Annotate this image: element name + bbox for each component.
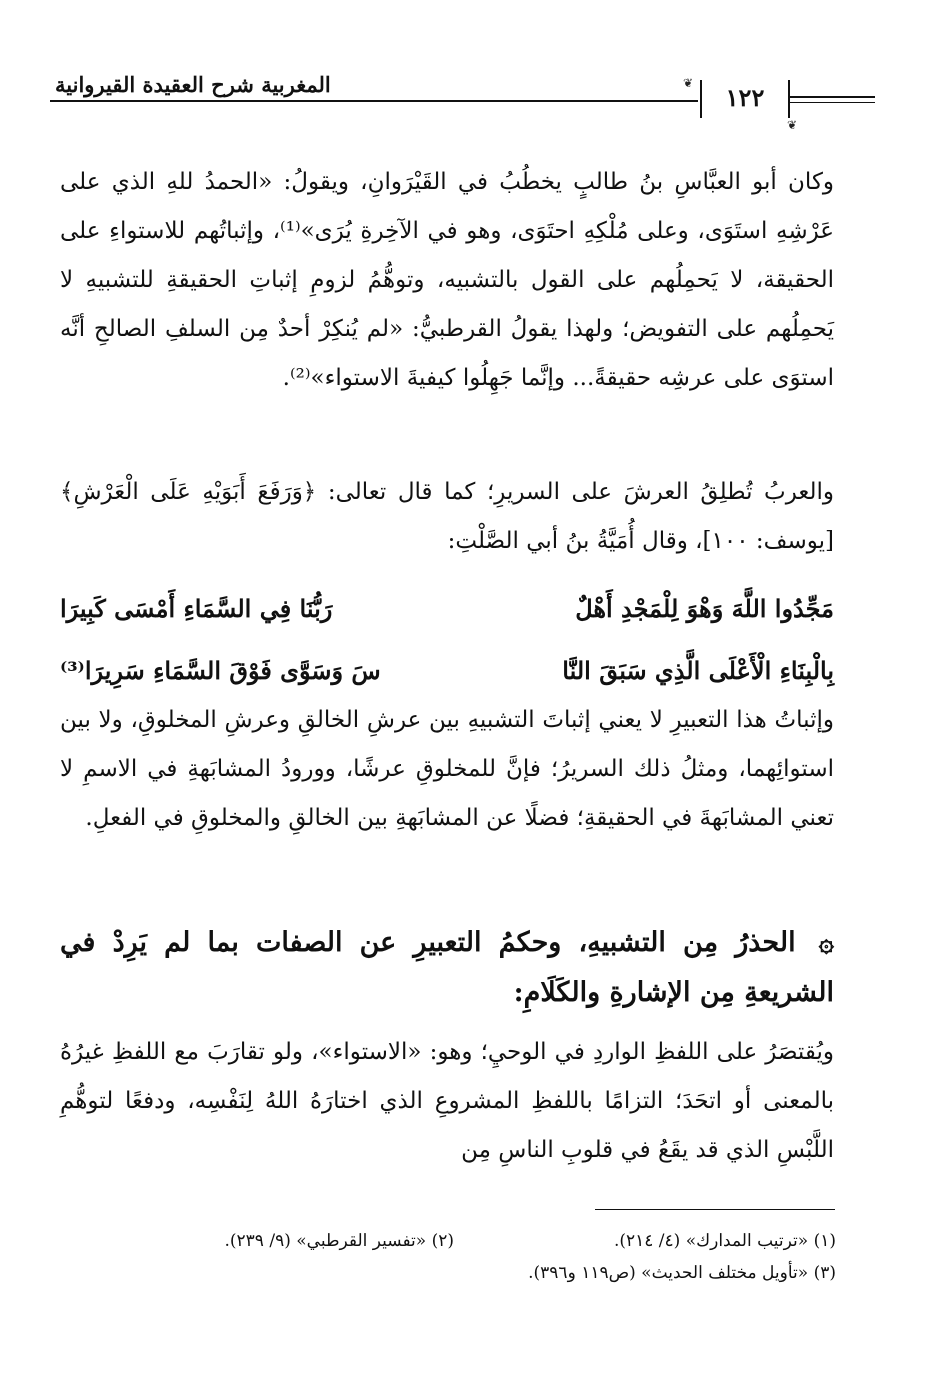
footnote: (١) «ترتيب المدارك» (٤/ ٢١٤). [613,1231,836,1251]
verse-hemistich: سَ وَسَوَّى فَوْقَ السَّمَاءِ سَرِيرَا⁽³⁾ [60,656,381,685]
section-heading-text: الحذرُ مِن التشبيهِ، وحكمُ التعبيرِ عن الصفات بما لم يَرِدْ في الشريعةِ مِن الإشارةِ والكَلَامِ: [60,927,834,1008]
page-number: ١٢٢ [700,80,790,118]
ornament-icon: ❦ [683,76,694,90]
body-paragraph: ويُقتصَرُ على اللفظِ الواردِ في الوحيِ؛ وهو: «الاستواء»، ولو تقارَبَ مع اللفظِ غيرُهُ بالمعنى أو اتحَدَ؛ التزامًا باللفظِ المشروعِ الذي اختارَهُ اللهُ لِنَفْسِه، ودفعًا لتوهُّمِ اللَّبْسِ الذي قد يقَعُ في قلوبِ الناسِ مِن [60,1039,834,1163]
section-heading [60,918,834,1018]
header-rule [50,100,698,102]
footnote: (٣) «تأويل مختلف الحديث» (ص١١٩ و٣٩٦). [528,1263,836,1283]
ornament-icon: ❦ [787,118,798,132]
footnote: (٢) «تفسير القرطبي» (٩/ ٢٣٩). [224,1231,454,1251]
verse-hemistich: بِالْبِنَاءِ الْأَعْلَى الَّذِي سَبَقَ النَّا [562,656,834,685]
verse-line [60,640,834,702]
verse-hemistich: رَبُّنَا فِي السَّمَاءِ أَمْسَى كَبِيرَا [60,594,333,623]
body-paragraph: وكان أبو العبَّاسِ بنُ طالبٍ يخطُبُ في القَيْرَوانِ، ويقولُ: «الحمدُ للهِ الذي على عَرْشِهِ استَوَى، وعلى مُلْكِهِ احتَوَى، وهو في الآخِرةِ يُرَى»⁽¹⁾، وإثباتُهم للاستواءِ على الحقيقة، لا يَحمِلُهم على القول بالتشبيه، وتوهُّمُ لزومِ إثباتِ الحقيقةِ للتشبيهِ لا يَحمِلُهم على التفويض؛ ولهذا يقولُ القرطبيُّ: «لم يُنكِرْ أحدٌ مِن السلفِ الصالحِ أنَّه استوَى على عرشِه حقيقةً... وإنَّما جَهِلُوا كيفيةَ الاستواء»⁽²⁾. [60,169,835,391]
verse-line [60,578,834,640]
section-marker-icon: ۞ [818,928,834,958]
poetry-block [60,578,834,702]
body-paragraph: وإثباتُ هذا التعبيرِ لا يعني إثباتَ التشبيهِ بين عرشِ الخالقِ وعرشِ المخلوقِ، ولا بين استوائِهما، ومثلُ ذلك السريرُ؛ فإنَّ للمخلوقِ عرشًا، وورودُ المشابَهةِ في الاسمِ لا تعني المشابَهةَ في الحقيقةِ؛ فضلًا عن المشابَهةِ بين الخالقِ والمخلوقِ في الفعلِ. [60,707,834,831]
verse-hemistich: مَجِّدُوا اللَّهَ وَهْوَ لِلْمَجْدِ أَهْلٌ [575,594,834,623]
footnote-rule [595,1209,835,1210]
running-header-title: المغربية شرح العقيدة القيروانية [55,72,331,97]
body-paragraph: والعربُ تُطلِقُ العرشَ على السريرِ؛ كما قال تعالى: ﴿وَرَفَعَ أَبَوَيْهِ عَلَى الْعَرْشِ﴾ [يوسف: ١٠٠]، وقال أُمَيَّةُ بنُ أبي الصَّلْتِ: [60,479,834,554]
header-rule [790,96,875,98]
header-rule [790,102,875,103]
